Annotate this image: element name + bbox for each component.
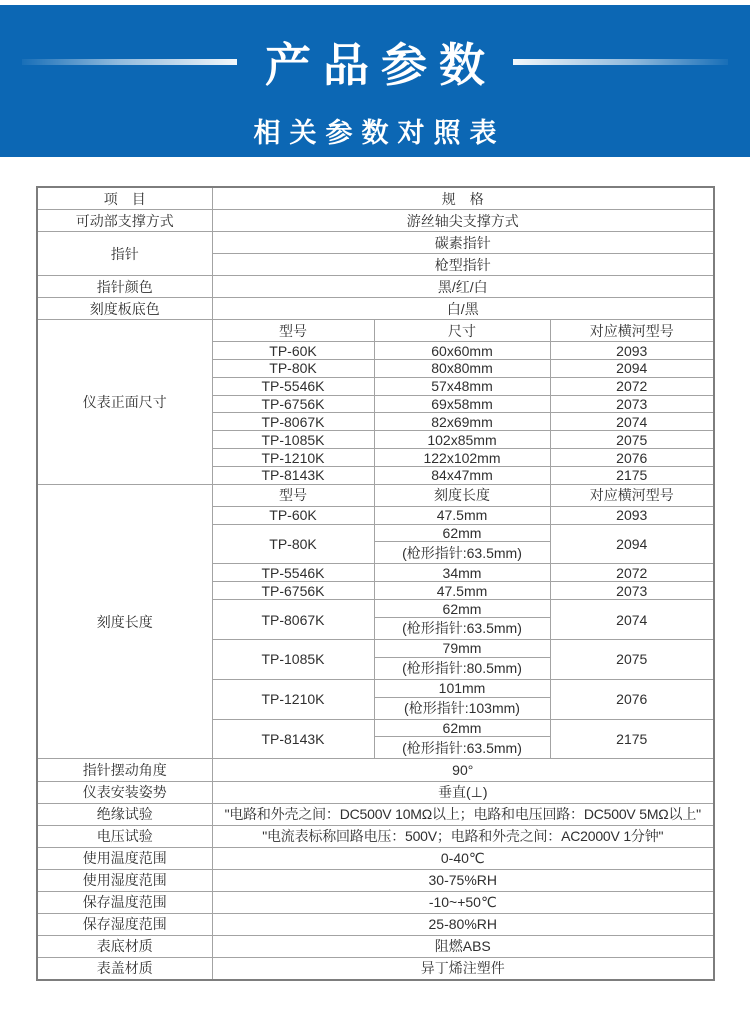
table-row <box>37 210 714 232</box>
length-cell: 62mm <box>374 524 550 542</box>
yokogawa-cell: 2076 <box>550 449 714 467</box>
table-row <box>37 298 714 320</box>
yokogawa-cell: 2175 <box>550 466 714 484</box>
size-cell: 57x48mm <box>374 377 550 395</box>
model-cell: TP-1210K <box>212 679 374 719</box>
row-value: 25-80%RH <box>212 913 714 935</box>
page-title: 产品参数 <box>265 39 497 91</box>
row-value: 白/黑 <box>212 298 714 320</box>
model-cell: TP-60K <box>212 342 374 360</box>
col-header-model: 型号 <box>212 484 374 506</box>
table-row <box>37 891 714 913</box>
spec-table <box>36 186 715 981</box>
row-label: 表盖材质 <box>37 957 212 980</box>
col-header-size: 尺寸 <box>374 320 550 342</box>
row-value: 30-75%RH <box>212 869 714 891</box>
model-cell: TP-80K <box>212 524 374 564</box>
yokogawa-cell: 2075 <box>550 639 714 679</box>
row-value: 阻燃ABS <box>212 935 714 957</box>
size-cell: 102x85mm <box>374 431 550 449</box>
yokogawa-cell: 2175 <box>550 719 714 759</box>
row-value: 碳素指针 <box>212 232 714 254</box>
col-header-yokogawa: 对应横河型号 <box>550 320 714 342</box>
row-label: 保存温度范围 <box>37 891 212 913</box>
length-alt-cell: (枪形指针:63.5mm) <box>374 617 550 639</box>
model-cell: TP-6756K <box>212 582 374 600</box>
yokogawa-cell: 2076 <box>550 679 714 719</box>
model-cell: TP-1085K <box>212 639 374 679</box>
yokogawa-cell: 2094 <box>550 524 714 564</box>
size-cell: 60x60mm <box>374 342 550 360</box>
length-cell: 34mm <box>374 564 550 582</box>
row-label: 刻度板底色 <box>37 298 212 320</box>
col-header-length: 刻度长度 <box>374 484 550 506</box>
length-alt-cell: (枪形指针:103mm) <box>374 697 550 719</box>
col-header-yokogawa: 对应横河型号 <box>550 484 714 506</box>
model-cell: TP-8067K <box>212 600 374 640</box>
yokogawa-cell: 2074 <box>550 600 714 640</box>
header-item-cell: 项 目 <box>37 187 212 210</box>
row-value: "电路和外壳之间：DC500V 10MΩ以上；电路和电压回路：DC500V 5MΩ以上" <box>212 803 714 825</box>
size-cell: 84x47mm <box>374 466 550 484</box>
model-cell: TP-5546K <box>212 377 374 395</box>
length-cell: 47.5mm <box>374 506 550 524</box>
table-row <box>37 825 714 847</box>
table-row <box>37 781 714 803</box>
row-label: 可动部支撑方式 <box>37 210 212 232</box>
yokogawa-cell: 2073 <box>550 395 714 413</box>
row-label: 使用湿度范围 <box>37 869 212 891</box>
row-value: 游丝轴尖支撑方式 <box>212 210 714 232</box>
table-row <box>37 935 714 957</box>
size-cell: 122x102mm <box>374 449 550 467</box>
yokogawa-cell: 2093 <box>550 506 714 524</box>
section-label-front-size: 仪表正面尺寸 <box>37 320 212 485</box>
length-alt-cell: (枪形指针:63.5mm) <box>374 737 550 759</box>
yokogawa-cell: 2075 <box>550 431 714 449</box>
table-row <box>37 869 714 891</box>
length-alt-cell: (枪形指针:80.5mm) <box>374 657 550 679</box>
yokogawa-cell: 2072 <box>550 377 714 395</box>
model-cell: TP-1210K <box>212 449 374 467</box>
scale-length-header-row <box>37 484 714 506</box>
model-cell: TP-8143K <box>212 719 374 759</box>
row-label: 指针 <box>37 232 212 276</box>
row-value: 异丁烯注塑件 <box>212 957 714 980</box>
decor-line-right-icon <box>513 59 728 65</box>
length-cell: 47.5mm <box>374 582 550 600</box>
length-cell: 62mm <box>374 719 550 737</box>
row-value: 枪型指针 <box>212 254 714 276</box>
row-value: 0-40℃ <box>212 847 714 869</box>
banner <box>0 5 750 157</box>
length-cell: 79mm <box>374 639 550 657</box>
table-row <box>37 759 714 781</box>
yokogawa-cell: 2073 <box>550 582 714 600</box>
length-alt-cell: (枪形指针:63.5mm) <box>374 542 550 564</box>
yokogawa-cell: 2094 <box>550 359 714 377</box>
table-row <box>37 847 714 869</box>
model-cell: TP-80K <box>212 359 374 377</box>
size-cell: 80x80mm <box>374 359 550 377</box>
col-header-model: 型号 <box>212 320 374 342</box>
table-row <box>37 276 714 298</box>
model-cell: TP-8067K <box>212 413 374 431</box>
row-value: 黑/红/白 <box>212 276 714 298</box>
table-row <box>37 957 714 980</box>
banner-subtitle: 相关参数对照表 <box>253 118 506 148</box>
row-label: 仪表安装姿势 <box>37 781 212 803</box>
header-spec-cell: 规 格 <box>212 187 714 210</box>
row-label: 电压试验 <box>37 825 212 847</box>
yokogawa-cell: 2072 <box>550 564 714 582</box>
table-row <box>37 913 714 935</box>
model-cell: TP-1085K <box>212 431 374 449</box>
model-cell: TP-60K <box>212 506 374 524</box>
row-label: 保存湿度范围 <box>37 913 212 935</box>
model-cell: TP-5546K <box>212 564 374 582</box>
front-size-header-row <box>37 320 714 342</box>
row-value: 90° <box>212 759 714 781</box>
table-header-row <box>37 187 714 210</box>
row-label: 表底材质 <box>37 935 212 957</box>
table-row <box>37 232 714 254</box>
row-value: 垂直(⊥) <box>212 781 714 803</box>
size-cell: 82x69mm <box>374 413 550 431</box>
row-label: 绝缘试验 <box>37 803 212 825</box>
row-label: 指针颜色 <box>37 276 212 298</box>
banner-title-row <box>0 5 750 95</box>
section-label-scale-length: 刻度长度 <box>37 484 212 759</box>
yokogawa-cell: 2074 <box>550 413 714 431</box>
row-label: 使用温度范围 <box>37 847 212 869</box>
row-label: 指针摆动角度 <box>37 759 212 781</box>
row-value: "电流表标称回路电压：500V；电路和外壳之间：AC2000V 1分钟" <box>212 825 714 847</box>
table-row <box>37 803 714 825</box>
length-cell: 62mm <box>374 600 550 618</box>
yokogawa-cell: 2093 <box>550 342 714 360</box>
decor-line-left-icon <box>22 59 237 65</box>
row-value: -10~+50℃ <box>212 891 714 913</box>
size-cell: 69x58mm <box>374 395 550 413</box>
model-cell: TP-6756K <box>212 395 374 413</box>
length-cell: 101mm <box>374 679 550 697</box>
model-cell: TP-8143K <box>212 466 374 484</box>
